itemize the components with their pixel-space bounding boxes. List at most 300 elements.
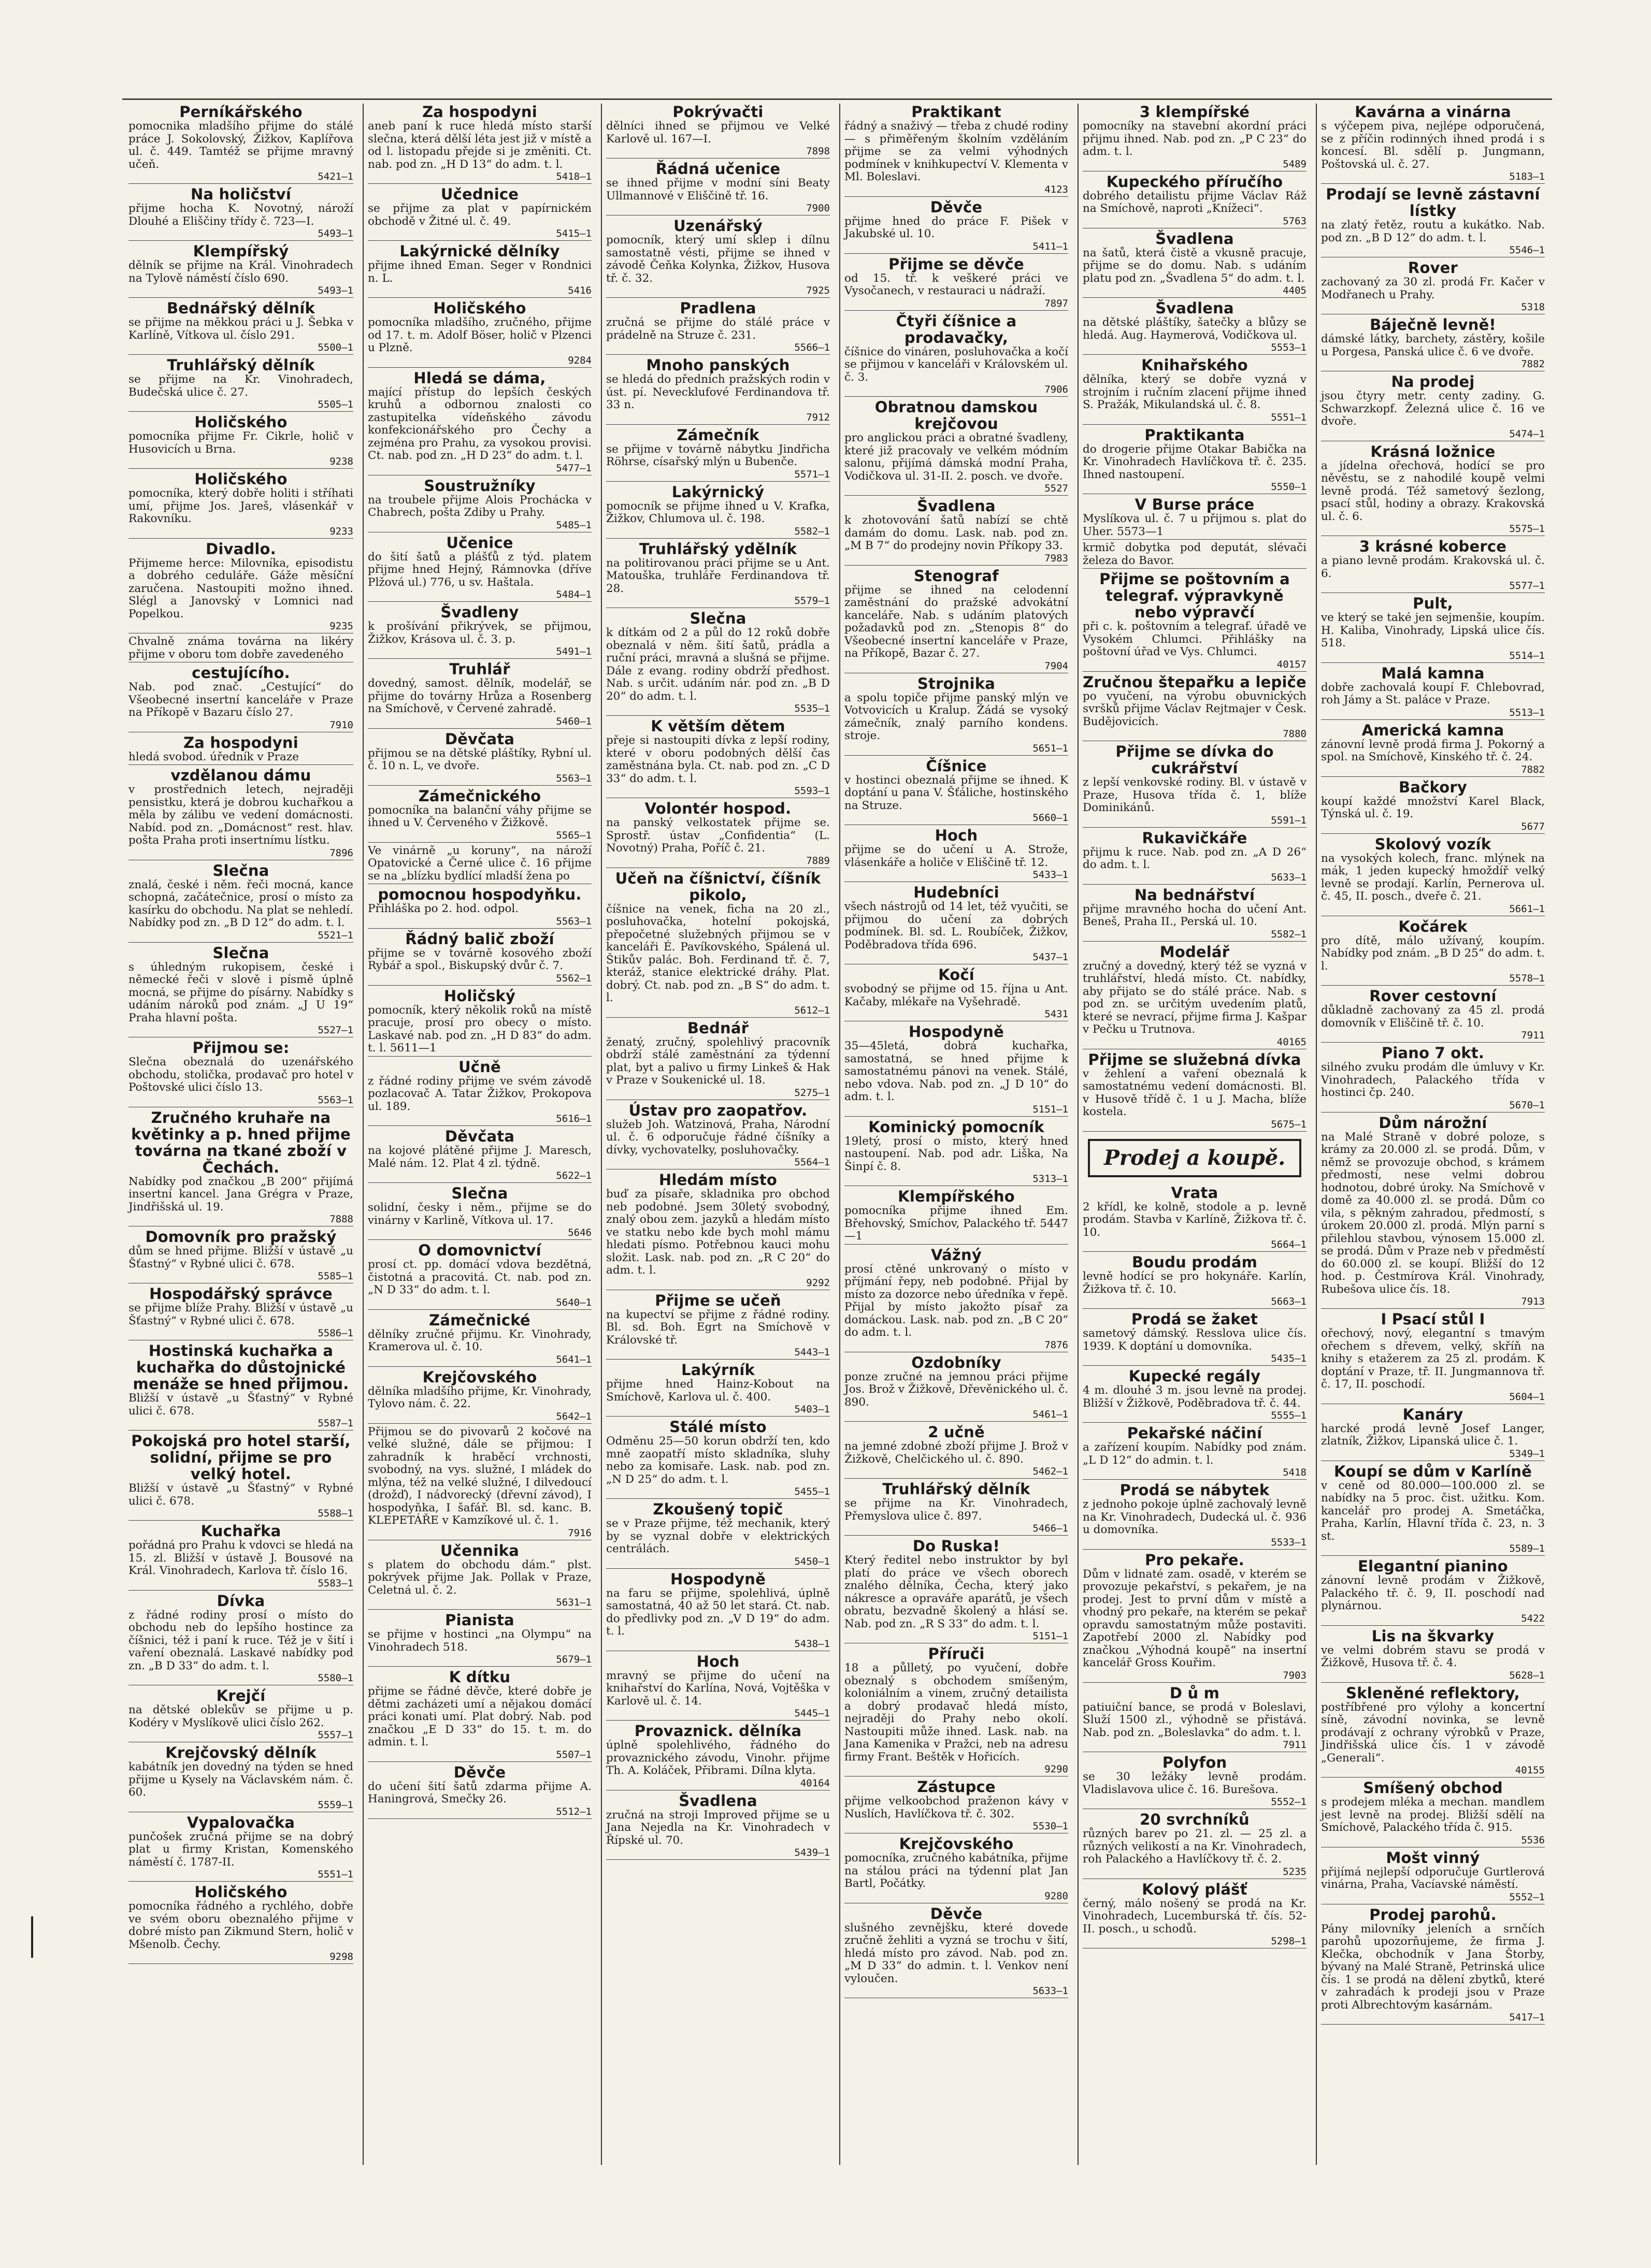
ad-separator (368, 601, 592, 602)
ad-code: 5664—1 (1271, 1239, 1307, 1250)
ad-code: 9292 (806, 1277, 830, 1289)
ad-heading: Lakýrnické dělníky (399, 242, 560, 260)
classified-ad (128, 1884, 353, 1964)
classified-ad (844, 884, 1068, 964)
classified-ad (606, 1020, 830, 1100)
ad-code: 5578—1 (1509, 973, 1545, 984)
ad-code: 5235 (1283, 1866, 1307, 1877)
ad-body: zručná se přijme do stálé práce v prádelně na Struze č. 231. (606, 316, 830, 342)
classified-ad (606, 870, 830, 1018)
classified-ad (1083, 571, 1307, 672)
ad-separator (1083, 1479, 1307, 1480)
ad-body: k prošívání přikrývek, se přijmou, Žižkov, Krásova ul. č. 3. p. (368, 620, 592, 646)
ad-code: 5677 (1521, 820, 1545, 832)
ad-heading: vzdělanou dámu (170, 767, 311, 784)
ad-heading: Kavárna a vinárna (1355, 104, 1511, 121)
ad-body: sametový dámský. Resslova ulice čís. 1939. K doptání u domovníka. (1083, 1327, 1307, 1353)
ad-code: 9233 (329, 525, 353, 537)
ad-code: 5435—1 (1271, 1353, 1307, 1364)
ad-body: a piano levně prodám. Krakovská ul. č. 6. (1321, 554, 1545, 580)
ad-heading: Kominický pomocník (868, 1118, 1044, 1136)
ad-code: 7876 (1044, 1339, 1068, 1351)
classified-ad (1321, 1463, 1545, 1556)
ad-heading: Praktikanta (1144, 426, 1245, 444)
ad-separator (368, 1609, 592, 1610)
ad-separator (606, 1859, 830, 1860)
classified-ad (844, 827, 1068, 882)
classified-ad (128, 945, 353, 1038)
ad-heading: Rover (1408, 259, 1458, 277)
ad-body: přijme hned do práce F. Pišek v Jakubské ul. 10. (844, 214, 1068, 240)
ad-heading: Hudebníci (913, 884, 999, 901)
ad-code: 5582—1 (1271, 928, 1307, 940)
ad-code: 5474—1 (1509, 428, 1545, 440)
ad-code: 5151—1 (1032, 1103, 1068, 1115)
classified-ad (606, 1172, 830, 1290)
ad-body: kabátník jen dovedný na týden se hned přijme u Kysely na Václavském nám. č. 60. (128, 1760, 353, 1799)
ad-body: s prodejem mléka a mechan. mandlem jest levně na prodej. Bližší sdělí na Smíchově, Palackého třída č. 915. (1321, 1796, 1545, 1834)
ad-heading: Kolový plášť (1142, 1880, 1247, 1898)
classified-ad (1321, 1311, 1545, 1404)
classified-ad (1321, 1045, 1545, 1113)
ad-separator (128, 1881, 353, 1882)
ad-heading: Dům nárožní (1379, 1114, 1487, 1132)
ad-heading: Děvče (930, 198, 983, 216)
classified-ad (128, 1285, 353, 1340)
ad-code: 7896 (329, 847, 353, 859)
classified-ad (606, 161, 830, 215)
ad-body: Slečna obeznalá do uzenářského obchodu, stolička, prodavač pro hotel v Poštovské ulici číslo 13. (128, 1056, 353, 1094)
ad-body: Nabídky pod značkou „B 200“ přijímá insertní kancel. Jana Grégra v Praze, Jindřišská ul. 19. (128, 1175, 353, 1214)
ad-body: ve který se také jen sejmenšie, koupím. H. Kaliba, Vinohrady, Lipská ulice čís. 518. (1321, 611, 1545, 649)
ad-code: 5663—1 (1271, 1296, 1307, 1307)
ad-separator (1083, 424, 1307, 425)
ad-heading: Řádný balič zboží (405, 930, 554, 948)
classified-ad (844, 313, 1068, 397)
classified-ad (606, 357, 830, 425)
ad-body: Pány milovníky jeleních a srnčích parohů upozorňujeme, že firma J. Klečka, obchodník v Jana Štorby, bývaný na Malé Straně, Petrinská ulice čís. 1 se prodá na dělení zbytků, které v zahradách k prodeji jsou v Praze proti Albrechtovým kasárnám. (1321, 1922, 1545, 2012)
ad-heading: Rover cestovní (1369, 987, 1497, 1005)
ad-body: přijme hocha K. Novotný, nároží Dlouhé a Eliščiny třídy č. 723—I. (128, 202, 353, 228)
ad-separator (844, 565, 1068, 566)
ad-body: přijme ihned Eman. Seger v Rondnici n. L. (368, 259, 592, 285)
ad-heading: Pro pekaře. (1144, 1551, 1245, 1569)
classified-ad (128, 664, 353, 732)
classified-ad (1083, 1184, 1307, 1252)
ad-separator (368, 1366, 592, 1367)
ad-body: přijmu k ruce. Nab. pod zn. „A D 26“ do adm. t. l. (1083, 845, 1307, 871)
ad-code: 5604—1 (1509, 1391, 1545, 1403)
classified-ad (368, 1764, 592, 1819)
classified-ad (368, 1612, 592, 1667)
classified-ad (1083, 496, 1307, 540)
ad-separator (1083, 1682, 1307, 1683)
ad-code: 5551—1 (1271, 411, 1307, 423)
ad-separator (606, 297, 830, 298)
ad-body: solidní, česky i něm., přijme se do vinárny v Karlině, Vítkova ul. 17. (368, 1201, 592, 1227)
classified-ad (1321, 1685, 1545, 1778)
ad-heading: Lis na škvarky (1371, 1627, 1495, 1645)
classified-ad (1083, 427, 1307, 495)
ad-body: číšnice do vináren, posluhovačka a kočí se přijmou v kanceláři v Královském ul. č. 3. (844, 345, 1068, 384)
ad-separator (1083, 1308, 1307, 1309)
ad-heading: Kupecké regály (1128, 1367, 1261, 1385)
ad-code: 4123 (1044, 183, 1068, 195)
ad-code: 5489 (1283, 158, 1307, 170)
ad-heading: Prodej parohů. (1369, 1905, 1497, 1924)
ad-heading: Do Ruska! (912, 1537, 1000, 1555)
classified-ad (1083, 743, 1307, 828)
ad-heading: Kočí (938, 966, 974, 984)
classified-ad (128, 1342, 353, 1431)
ad-heading: Švadlena (1155, 299, 1234, 317)
ad-heading: Kupeckého příručího (1106, 172, 1283, 191)
classified-ad (128, 1229, 353, 1283)
ad-heading: Děvče (453, 1763, 506, 1781)
ad-code: 5536 (1521, 1834, 1545, 1846)
ad-code: 5512—1 (556, 1805, 592, 1817)
ad-body: Chvalně známa továrna na likéry přijme v oboru tom dobře zavedeného (128, 635, 353, 661)
ad-code: 7906 (1044, 384, 1068, 395)
ad-separator (128, 1520, 353, 1521)
ad-heading: Za hospodyni (183, 733, 298, 752)
ad-body: harcké prodá levně Josef Langer, zlatník, Žižkov, Lipanská ulice č. 1. (1321, 1422, 1545, 1448)
ad-heading: Holičského (194, 413, 288, 431)
ad-code: 5591—1 (1271, 814, 1307, 826)
classified-ad (128, 541, 353, 634)
ad-body: postříbřené pro výlohy a koncertní síně, závodní novinka, se levně prodávají z ochrany výrobků v Praze, Jindřišská ulice čís. 1 v závodě „Generali“. (1321, 1700, 1545, 1765)
ad-body: 35—45letá, dobrá kuchařka, samostatná, se hned přijme k samostatnému pánovi na venek. Stálé, nebo vdova. Nab. pod zn. „J D 10“ do adm. t. l. (844, 1039, 1068, 1103)
ad-code: 7880 (1283, 728, 1307, 740)
ad-body: pro dítě, málo užívaný, koupím. Nabídky pod znám. „B D 25“ do adm. t. l. (1321, 934, 1545, 973)
classified-ad (128, 471, 353, 539)
ad-heading: Divadlo. (206, 540, 276, 558)
classified-ad (606, 541, 830, 609)
ad-code: 40165 (1276, 1036, 1307, 1048)
ad-code: 5551—1 (318, 1869, 353, 1880)
ad-body: dělníci ihned se přijmou ve Velké Karlově ul. 167—I. (606, 120, 830, 146)
ad-code: 5514—1 (1509, 649, 1545, 661)
ad-body: přijme hned Hainz-Kobout na Smíchově, Karlova ul. č. 400. (606, 1378, 830, 1404)
ad-heading: Učenice (446, 533, 513, 552)
classified-ad (368, 1369, 592, 1424)
ad-heading: Pradlena (680, 299, 756, 317)
classified-ad (368, 1426, 592, 1540)
ad-code: 5675—1 (1271, 1118, 1307, 1130)
ad-heading: Pult, (1413, 595, 1453, 612)
ad-separator (368, 367, 592, 368)
ad-code: 5564—1 (794, 1157, 830, 1168)
ad-separator (368, 658, 592, 659)
ad-heading: Knihařského (1141, 356, 1248, 374)
ad-heading: 2 učně (928, 1423, 985, 1441)
ad-heading: Prodá se nábytek (1119, 1481, 1270, 1499)
ad-separator (368, 1182, 592, 1183)
ad-body: v hostinci obeznalá přijme se ihned. K doptání u pana V. Šťáliche, hostinského na Struze. (844, 773, 1068, 812)
classified-ad (128, 734, 353, 765)
ad-heading: Truhlářský ydělník (639, 540, 797, 558)
ad-heading: Kočárek (1398, 917, 1468, 935)
ad-separator (368, 1309, 592, 1310)
classified-ad (844, 1905, 1068, 1999)
ad-heading: Švadlena (917, 497, 996, 515)
ad-heading: Vážný (931, 1246, 982, 1264)
ad-code: 5642—1 (556, 1410, 592, 1422)
classified-ad (844, 199, 1068, 254)
ad-code: 5433—1 (1032, 869, 1068, 880)
ad-body: zánovní levně prodá firma J. Pokorný a spol. na Smíchově, Kinského tř. č. 24. (1321, 738, 1545, 763)
ad-heading: Za hospodyni (422, 104, 537, 121)
ad-separator (844, 396, 1068, 397)
ad-code: 5587—1 (318, 1418, 353, 1429)
ad-separator (1083, 1549, 1307, 1550)
ad-heading: Perníkářského (179, 104, 303, 121)
classified-ad (368, 661, 592, 729)
ad-heading: Boudu prodám (1131, 1253, 1258, 1271)
ad-body: s úhledným rukopisem, české i německé řeči v slově i písmě úplně mocná, se přijme do písárny. Nabídky s udáním nároků pod znám. „J U 19“ Praha hlavní pošta. (128, 960, 353, 1024)
ad-body: punčošek zručná přijme se na dobrý plat u firmy Kristan, Komenského náměstí č. 1787-II. (128, 1830, 353, 1869)
ad-code: 5439—1 (794, 1847, 830, 1858)
ad-code: 5616—1 (556, 1113, 592, 1124)
ad-body: v prostřednich letech, nejraději pensistku, která je dobrou kuchařkou a měla by zálibu ve vedení domácnosti. Nabíd. pod zn. „Domácnost“ rest. hlav. pošta Praha proti insertnímu lístku. (128, 783, 353, 847)
ad-heading: Číšnice (926, 757, 987, 775)
ad-heading: Smíšený obchod (1363, 1779, 1503, 1797)
classified-ad (1083, 1685, 1307, 1753)
ad-body: dělník se přijme na Král. Vinohradech na Tylově náměstí číslo 690. (128, 259, 353, 285)
ad-separator (128, 1590, 353, 1591)
ad-separator (1083, 354, 1307, 355)
ad-body: hledá svobod. úředník v Praze (128, 750, 299, 763)
ad-separator (128, 942, 353, 943)
ad-heading: Truhlářský dělník (882, 1480, 1030, 1498)
ad-separator (1321, 985, 1545, 986)
ad-heading: Děvčata (444, 1128, 515, 1145)
ad-code: 7888 (329, 1214, 353, 1225)
classified-ad (128, 1039, 353, 1107)
ad-body: do šití šatů a plášťů z týd. platem přijme hned Hejný, Rámnovka (dříve Plžová ul.) 776, u sv. Haštala. (368, 550, 592, 589)
ad-separator (606, 1498, 830, 1499)
ad-heading: Prodá se žaket (1131, 1310, 1258, 1328)
ad-body: na politirovanou práci přijme se u Ant. Matouška, truhláře Ferdinandova tř. 28. (606, 556, 830, 595)
classified-ad (1083, 174, 1307, 228)
ad-separator (1321, 1042, 1545, 1043)
ad-body: aneb paní k ruce hledá místo starší slečna, která dělší léta jest již v místě a od l. listopadu přejde si je změniti. Ct. nab. pod zn. „H D 13“ do adm. t. l. (368, 120, 592, 171)
ad-separator (844, 755, 1068, 756)
ad-code: 5651—1 (1032, 742, 1068, 754)
ad-body: dámské látky, barchety, zástěry, košile u Porgesa, Panská ulice č. 6 ve dvoře. (1321, 333, 1545, 358)
classified-ad (844, 1023, 1068, 1117)
ad-body: mající přístup do lepších českých kruhů a odbornou znalosti co zastupitelka vídeňského závodu konfekcionářského pro Čechy a zejména pro Prahu, za vysokou provisi. Ct. nab. pod zn. „H D 23“ do adm. t. l. (368, 385, 592, 462)
ad-code: 5450—1 (794, 1555, 830, 1567)
classified-ad (1083, 1881, 1307, 1949)
ad-code: 5527 (1044, 483, 1068, 494)
classified-ad (128, 357, 353, 412)
ad-body: znalá, české i něm. řeči mocná, kance schopná, začátečnice, prosí o místo za kasírku do obchodu. Na plat se nehledí. Nabídky pod zn. „B D 12“ do adm. t. l. (128, 878, 353, 929)
ad-heading: Slečna (212, 944, 269, 962)
ad-body: do učení šití šatů zdarma přijme A. Haningrová, Smečky 26. (368, 1780, 592, 1805)
ad-code: 5460—1 (556, 715, 592, 727)
ad-separator (128, 538, 353, 539)
ad-code: 5577—1 (1509, 580, 1545, 591)
classified-ad (368, 845, 592, 885)
ad-body: pomocník, který několik roků na místě pracuje, prosí pro obecy o místo. Laskavé nab. pod zn. „H D 83“ do adm. t. l. 5611—1 (368, 1003, 592, 1054)
ad-code: 5661—1 (1509, 903, 1545, 915)
classified-ad (1083, 104, 1307, 171)
page-edge-mark (31, 1916, 33, 1958)
ad-code: 5505—1 (318, 399, 353, 410)
ad-code: 5484—1 (556, 589, 592, 600)
ad-heading: Stálé místo (669, 1418, 767, 1436)
ad-heading: Malá kamna (1381, 664, 1485, 682)
classified-ad (1321, 722, 1545, 777)
ad-code: 5589—1 (1509, 1543, 1545, 1554)
ad-separator (1321, 2024, 1545, 2025)
classified-ad (368, 1312, 592, 1367)
ad-code: 5349—1 (1509, 1448, 1545, 1460)
ad-heading: Bednář (687, 1019, 749, 1037)
ad-heading: Přijme se učeň (655, 1291, 781, 1309)
ad-code: 5493—1 (318, 228, 353, 239)
classified-ad (1321, 918, 1545, 986)
ad-separator (1321, 833, 1545, 834)
classified-ad (1321, 1780, 1545, 1847)
ad-code: 7911 (1521, 1030, 1545, 1041)
ad-code: 5530—1 (1032, 1821, 1068, 1832)
classified-ad (368, 931, 592, 986)
classified-ad (368, 731, 592, 786)
ad-code: 5455—1 (794, 1486, 830, 1497)
ad-code: 5485—1 (556, 519, 592, 531)
classified-ad (128, 1687, 353, 1742)
ad-code: 5565—1 (556, 829, 592, 841)
ad-heading: O domovnictví (418, 1241, 541, 1259)
classified-ad (368, 300, 592, 368)
classified-ad (128, 1593, 353, 1686)
ad-heading: Vrata (1171, 1183, 1218, 1202)
ad-body: z řádné rodiny přijme ve svém závodě pozlacovač A. Tatar Žižkov, Prokopova ul. 189. (368, 1074, 592, 1113)
ad-heading: Zámečnického (418, 787, 541, 805)
ad-heading: Skleněné reflektory, (1346, 1684, 1520, 1702)
ad-separator (368, 1056, 592, 1057)
classified-ad (1321, 836, 1545, 916)
ad-code: 5579—1 (794, 595, 830, 606)
ad-body: úplně spolehlivého, řádného do provaznického závodu, Vinohr. přijme Th. A. Koláček, Přibrami. Dílna klyta. (606, 1739, 830, 1777)
ad-heading: Bačkory (1399, 778, 1467, 796)
ad-body: černý, málo nošený se prodá na Kr. Vinohradech, Lucemburská tř. čís. 52-II. posch., u schodů. (1083, 1897, 1307, 1935)
ad-heading: Přijme se poštovním a telegraf. výpravkyně nebo výpravčí (1099, 570, 1290, 621)
ad-body: na kupectví se přijme z řádné rodiny. Bl. sd. Boh. Egrt na Smíchově v Královské tř. (606, 1308, 830, 1347)
ad-body: v ceně od 80.000—100.000 zl. se nabídky na 5 proc. čist. užitku. Kom. kancelář pro prodej A. Smetáčka, Praha, Karlín, Hlavní třída č. 23, n. 3 st. (1321, 1479, 1545, 1543)
classified-ad (128, 635, 353, 662)
ad-code: 5431 (1044, 1008, 1068, 1020)
ad-body: důkladně zachovaný za 45 zl. prodá domovník v Eliščině tř. č. 10. (1321, 1004, 1545, 1030)
ad-code: 5313—1 (1032, 1173, 1068, 1184)
classified-ad (844, 675, 1068, 756)
ad-code: 7889 (806, 855, 830, 866)
ad-heading: Na bednářství (1134, 886, 1255, 904)
classified-ad (1321, 1115, 1545, 1309)
ad-body: se přijme v továrně nábytku Jindřicha Röhrse, císařský mlýn u Bubenče. (606, 442, 830, 468)
section-banner: Prodej a koupě. (1088, 1139, 1301, 1177)
ad-column (363, 104, 596, 2165)
ad-code: 7913 (1521, 1296, 1545, 1307)
ad-code: 7903 (1283, 1669, 1307, 1681)
ad-body: 19letý, prosí o místo, který hned nastoupení. Nab. pod adr. Liška, Na Šinpí č. 8. (844, 1134, 1068, 1173)
ad-separator (844, 1116, 1068, 1117)
classified-ad (1321, 1628, 1545, 1683)
ad-code: 5670—1 (1509, 1099, 1545, 1111)
classified-ad (128, 186, 353, 241)
classified-ad (1083, 1311, 1307, 1366)
ad-code: 9284 (568, 354, 592, 366)
ad-code: 40155 (1515, 1765, 1545, 1776)
ad-separator (368, 728, 592, 729)
ad-separator (606, 1416, 830, 1417)
ad-separator (606, 715, 830, 716)
ad-body: 2 křídl, ke kolně, stodole a p. levně prodám. Stavba v Karlíně, Žižkova tř. č. 10. (1083, 1200, 1307, 1239)
ad-code: 7882 (1521, 763, 1545, 775)
ad-code: 5583—1 (318, 1577, 353, 1589)
ad-heading: Báječně levně! (1370, 316, 1496, 334)
ad-body: k dítkám od 2 a půl do 12 roků dobře obeznalá v něm. šití šatů, prádla a ruční práci, mravná a slušná se přijme. Dále z evang. rodiny obdrží předhost. Nab. s určit. udáním nár. pod zn. „B D 20“ do adm. t. l. (606, 626, 830, 703)
classified-ad (368, 535, 592, 602)
ad-heading: Zručnou štepařku a lepiče (1083, 673, 1307, 691)
ad-separator (1321, 662, 1545, 663)
classified-ad (606, 800, 830, 868)
ad-heading: Bednářský dělník (166, 299, 315, 317)
classified-ad (844, 498, 1068, 566)
ad-heading: Krejčí (216, 1687, 266, 1704)
ad-body: se v Praze přijme, též mechanik, který by se vyznal dobře v elektrických centrálách. (606, 1517, 830, 1555)
ad-body: Nab. pod znač. „Cestující“ do Všeobecné insertní kanceláře v Praze na Příkopě v Bazaru číslo 27. (128, 681, 353, 719)
ad-code: 5507—1 (556, 1749, 592, 1760)
ad-code: 5183—1 (1509, 171, 1545, 182)
ad-body: na dětské oblekův se přijme u p. Kodéry v Myslíkově ulici číslo 262. (128, 1703, 353, 1729)
classified-ad (844, 104, 1068, 197)
classified-ad (1083, 1482, 1307, 1550)
classified-ad (1321, 988, 1545, 1043)
ad-code: 5763 (1283, 215, 1307, 227)
ad-code: 5411—1 (1032, 240, 1068, 252)
classified-ad (1321, 538, 1545, 593)
ad-code: 5421—1 (318, 171, 353, 182)
ad-code: 5550—1 (1271, 481, 1307, 493)
ad-heading: Učennika (440, 1541, 520, 1559)
ad-separator (1321, 183, 1545, 184)
ad-code: 5318 (1521, 301, 1545, 313)
ad-heading: Hospodářský správce (149, 1285, 333, 1303)
ad-separator (368, 240, 592, 241)
ad-heading: Elegantní pianino (1358, 1557, 1508, 1575)
ad-code: 5275—1 (794, 1087, 830, 1099)
ad-heading: Kuchařka (200, 1522, 281, 1540)
ad-separator (1083, 1251, 1307, 1252)
ad-heading: Hostinská kuchařka a kuchařka do důstojnické menáže se hned přijmou. (133, 1342, 349, 1393)
classified-ad (1321, 1906, 1545, 2025)
ad-body: v žehlení a vaření obeznalá k samostatnému vedení domácnosti. Bl. v Husově třídě č. 1 u J. Macha, blíže kostela. (1083, 1067, 1307, 1118)
newspaper-page (124, 104, 1549, 2165)
ad-heading: Zručného kruhaře na květinky a p. hned přijme továrna na tkané zboží v Čechách. (131, 1108, 351, 1176)
ad-column (1316, 104, 1549, 2165)
classified-ad (368, 1059, 592, 1126)
ad-heading: Švadleny (440, 603, 519, 621)
ad-heading: Hospodyně (670, 1570, 766, 1588)
ad-body: na zlatý řetěz, routu a kukátko. Nab. pod zn. „B D 12“ do adm. t. l. (1321, 219, 1545, 244)
ad-column (601, 104, 834, 2165)
ad-code: 5477—1 (556, 462, 592, 474)
classified-ad (844, 758, 1068, 826)
classified-ad (1321, 665, 1545, 720)
